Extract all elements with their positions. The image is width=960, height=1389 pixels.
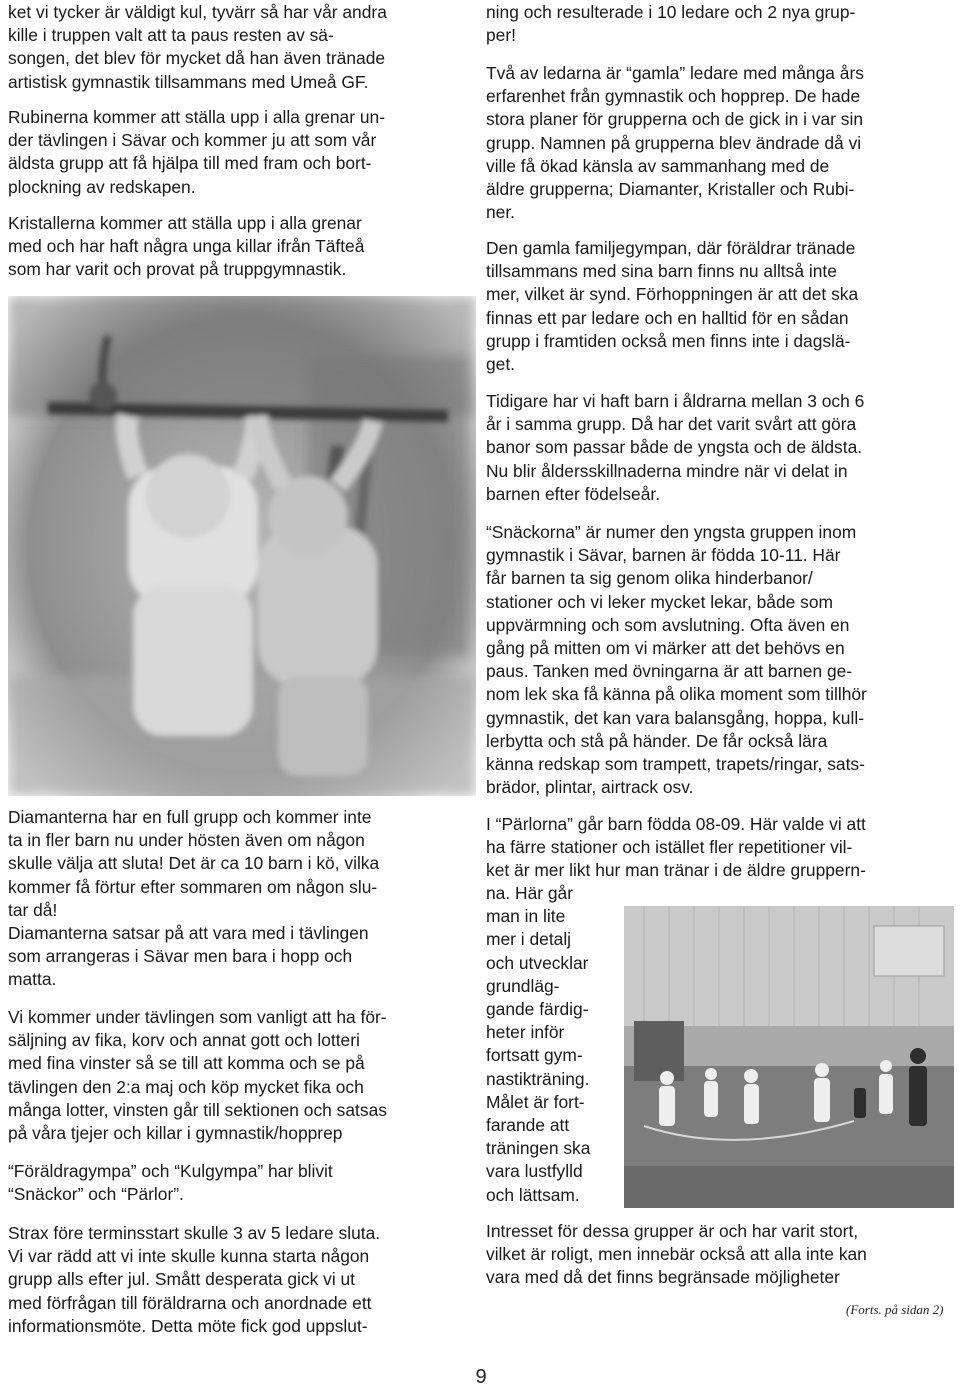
paragraph-gamla-ledare: Två av ledarna är “gamla” ledare med många års erfarenhet från gymnastik och hopprep. De hade stora planer för grupperna och de gick in i var sin grupp. Namnen på grupperna blev ändrade då vi ville få ökad känsla av sammanhang med de äldre grupperna; Diamanter, Kristaller och Rubi- ner.: [486, 63, 864, 223]
page-number: 9: [475, 1366, 487, 1388]
gym-hall-photo: [624, 906, 954, 1208]
paragraph-resulterade: ning och resulterade i 10 ledare och 2 nya grup- per!: [486, 2, 856, 46]
children-hanging-photo: [8, 296, 476, 796]
continued-note: (Forts. på sidan 2): [846, 1302, 944, 1317]
paragraph-familjegympan: Den gamla familjegympan, där föräldrar tränade tillsammans med sina barn finns nu alltså inte mer, vilket är synd. Förhoppningen är att det ska finnas ett par ledare och en halltid för en sådan grupp i framtiden också men finns inte i dagslä- get.: [486, 238, 859, 375]
paragraph-intresset: Intresset för dessa grupper är och har varit stort, vilket är roligt, men innebär också att alla inte kan vara med då det finns begränsade möjligheter: [486, 1221, 867, 1288]
paragraph-boy-break: ket vi tycker är väldigt kul, tyvärr så har vår andra kille i truppen valt att ta paus resten av sä- songen, det blev för mycket då han även tränade artistisk gymnastik tillsammans med Umeå GF.: [8, 2, 387, 92]
paragraph-snackorna: “Snäckorna” är numer den yngsta gruppen inom gymnastik i Sävar, barnen är födda 10-11. Här får barnen ta sig genom olika hinderbanor/ stationer och vi leker mycket lekar, både som uppvärmning och som avslutning. Ofta även en gång på mitten om vi märker att det behövs en paus. Tanken med övningarna är att barnen ge- nom lek ska få känna på olika moment som tillhör gymnastik, det kan vara balansgång, hoppa, kull- lerbytta och stå på händer. De får också lära känna redskap som trampett, trapets/ringar, sats- brädor, plintar, airtrack osv.: [486, 522, 867, 798]
paragraph-tidigare: Tidigare har vi haft barn i åldrarna mellan 3 och 6 år i samma grupp. Då har det varit svårt att göra banor som passar både de yngsta och de äldsta. Nu blir åldersskillnaderna mindre när vi delat in barnen efter födelseår.: [486, 391, 865, 504]
paragraph-forsaljning: Vi kommer under tävlingen som vanligt att ha för- säljning av fika, korv och annat gott och lotteri med fina vinster så se till att komma och se på tävlingen den 2:a maj och köp mycket fika och många lotter, vinsten går till sektionen och satsas på våra tjejer och killar i gymnastik/hopprep: [8, 1007, 387, 1144]
paragraph-parlorna-cont: na. Här går man in lite mer i detalj och utvecklar grundläg- gande färdig- heter inför fortsatt gym- nastikträning. Målet är fort- farande att träningen ska vara lustfylld och lättsam.: [486, 883, 591, 1205]
paragraph-diamanterna: Diamanterna har en full grupp och kommer inte ta in fler barn nu under hösten även om någon skulle välja att sluta! Det är ca 10 barn i kö, vilka kommer få förtur efter sommaren om någon slu- tar då! Diamanterna satsar på att vara med i tävlingen som arrangeras i Sävar men bara i hopp och matta.: [8, 807, 380, 990]
paragraph-kristallerna: Kristallerna kommer att ställa upp i alla grenar med och har haft några unga killar ifrån Täfteå som har varit och provat på truppgymnastik.: [8, 213, 365, 280]
paragraph-ledare: Strax före terminsstart skulle 3 av 5 ledare sluta. Vi var rädd att vi inte skulle kunna starta någon grupp alls efter jul. Smått desperata gick vi ut med förfrågan till föräldrarna och anordnade ett informationsmöte. Detta möte fick god uppslut-: [8, 1223, 381, 1336]
paragraph-parlorna: I “Pärlorna” går barn födda 08-09. Här valde vi att ha färre stationer och istället fler repetitioner vil- ket är mer likt hur man tränar i de äldre gruppern-: [486, 814, 866, 881]
paragraph-foraldragympa: “Föräldragympa” och “Kulgympa” har blivit “Snäckor” och “Pärlor”.: [8, 1161, 333, 1205]
paragraph-rubinerna: Rubinerna kommer att ställa upp i alla grenar un- der tävlingen i Sävar och kommer ju att som vår äldsta grupp att få hjälpa till med fram och bort- plockning av redskapen.: [8, 107, 385, 197]
